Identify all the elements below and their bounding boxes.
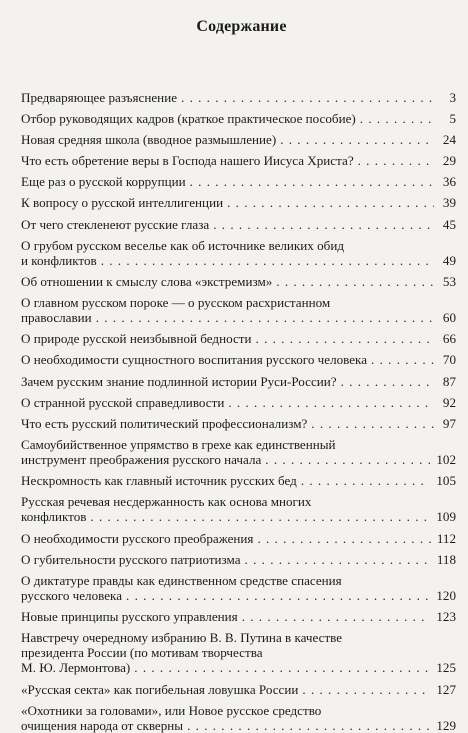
toc-entry-title: О природе русской неизбывной бедности bbox=[21, 331, 252, 347]
toc-entry-title-line: «Охотники за головами», или Новое русское средство bbox=[21, 702, 322, 718]
toc-page-number: 105 bbox=[436, 473, 456, 489]
toc-page-number: 60 bbox=[442, 310, 456, 326]
toc-entry-title: Нескромность как главный источник русских бед bbox=[21, 473, 297, 489]
dot-leader bbox=[311, 416, 434, 431]
toc-entry bbox=[21, 552, 456, 567]
toc-entry-title-line: Русская речевая несдержанность как основа многих bbox=[21, 494, 312, 510]
toc-entry-title: О необходимости русского преображения bbox=[21, 530, 254, 546]
toc-entry-title-line: президента России (по мотивам творчества bbox=[21, 645, 263, 661]
toc-entry-title: Еще раз о русской коррупции bbox=[21, 174, 186, 190]
toc-entry-title: Новые принципы русского управления bbox=[21, 608, 238, 624]
toc-page-number: 112 bbox=[436, 530, 456, 546]
dot-leader bbox=[257, 531, 430, 546]
toc-entry-title-line: М. Ю. Лермонтова) bbox=[21, 660, 131, 676]
toc-entry-title-line: конфликтов bbox=[21, 509, 87, 525]
toc-entry bbox=[21, 531, 456, 546]
toc-page-number: 102 bbox=[436, 452, 456, 468]
table-of-contents bbox=[21, 90, 456, 733]
toc-page-number: 129 bbox=[436, 717, 456, 733]
toc-entry bbox=[21, 174, 456, 189]
dot-leader bbox=[187, 718, 430, 733]
toc-entry-title-line: православии bbox=[21, 310, 92, 326]
toc-entry bbox=[21, 395, 456, 410]
toc-page-number: 125 bbox=[436, 660, 456, 676]
toc-entry-title-line: и конфликтов bbox=[21, 252, 97, 268]
toc-entry-last-line bbox=[21, 509, 456, 524]
toc-entry-title: Новая средняя школа (вводное размышление) bbox=[21, 132, 277, 148]
toc-entry-title: От чего стекленеют русские глаза bbox=[21, 216, 210, 232]
toc-page-number: 53 bbox=[442, 273, 456, 289]
toc-page-number: 70 bbox=[442, 352, 456, 368]
dot-leader bbox=[280, 132, 434, 147]
toc-entry-title: О губительности русского патриотизма bbox=[21, 551, 241, 567]
toc-entry bbox=[21, 374, 456, 389]
toc-entry bbox=[21, 682, 456, 697]
toc-page-number: 36 bbox=[442, 174, 456, 190]
toc-entry-title: Об отношении к смыслу слова «экстремизм» bbox=[21, 273, 273, 289]
dot-leader bbox=[358, 153, 434, 168]
toc-entry-last-line bbox=[21, 253, 456, 268]
toc-entry-title: К вопросу о русской интеллигенции bbox=[21, 195, 224, 211]
toc-entry-title-line: О диктатуре правды как единственном средстве спасения bbox=[21, 572, 342, 588]
toc-entry-title: О необходимости сущностного воспитания русского человека bbox=[21, 352, 368, 368]
dot-leader bbox=[245, 552, 431, 567]
toc-entry-title-line: О грубом русском веселье как об источнике великих обид bbox=[21, 237, 344, 253]
dot-leader bbox=[90, 509, 430, 524]
dot-leader bbox=[360, 111, 434, 126]
toc-entry bbox=[21, 195, 456, 210]
toc-entry bbox=[21, 132, 456, 147]
toc-page-number: 97 bbox=[442, 415, 456, 431]
toc-entry bbox=[21, 352, 456, 367]
toc-entry-title: Что есть русский политический профессионализм? bbox=[21, 415, 308, 431]
toc-entry-last-line bbox=[21, 718, 456, 733]
toc-page-number: 109 bbox=[436, 509, 456, 525]
toc-entry bbox=[21, 153, 456, 168]
toc-entry-last-line bbox=[21, 660, 456, 675]
dot-leader bbox=[341, 374, 434, 389]
toc-page-number: 87 bbox=[442, 373, 456, 389]
toc-entry-title-line: Самоубийственное упрямство в грехе как единственный bbox=[21, 436, 336, 452]
toc-page-number: 45 bbox=[442, 216, 456, 232]
dot-leader bbox=[228, 395, 434, 410]
toc-entry bbox=[21, 703, 456, 733]
toc-page-number: 127 bbox=[436, 681, 456, 697]
dot-leader bbox=[371, 352, 434, 367]
toc-entry-title-line: Навстречу очередному избранию В. В. Путина в качестве bbox=[21, 630, 343, 646]
toc-entry-title: «Русская секта» как погибельная ловушка России bbox=[21, 681, 299, 697]
toc-entry bbox=[21, 473, 456, 488]
dot-leader bbox=[265, 452, 430, 467]
toc-entry bbox=[21, 573, 456, 603]
toc-entry bbox=[21, 295, 456, 325]
toc-page-number: 5 bbox=[449, 111, 456, 127]
toc-page-number: 39 bbox=[442, 195, 456, 211]
toc-page-number: 49 bbox=[442, 252, 456, 268]
toc-entry bbox=[21, 111, 456, 126]
toc-entry bbox=[21, 630, 456, 676]
toc-entry-title: Предваряющее разъяснение bbox=[21, 90, 178, 105]
toc-entry-title-line: О главном русском пороке — о русском расхристанном bbox=[21, 295, 331, 311]
dot-leader bbox=[181, 90, 434, 105]
dot-leader bbox=[134, 661, 430, 676]
toc-entry bbox=[21, 437, 456, 467]
toc-entry bbox=[21, 609, 456, 624]
toc-entry bbox=[21, 416, 456, 431]
toc-entry-title-line: инструмент преображения русского начала bbox=[21, 452, 262, 468]
toc-entry bbox=[21, 90, 456, 105]
dot-leader bbox=[302, 682, 430, 697]
toc-page-number: 123 bbox=[436, 608, 456, 624]
toc-entry-title: О странной русской справедливости bbox=[21, 394, 225, 410]
dot-leader bbox=[227, 195, 434, 210]
toc-entry-title-line: очищения народа от скверны bbox=[21, 717, 184, 733]
toc-entry bbox=[21, 217, 456, 232]
toc-page-number: 66 bbox=[442, 331, 456, 347]
dot-leader bbox=[190, 174, 434, 189]
dot-leader bbox=[276, 274, 434, 289]
toc-entry-last-line bbox=[21, 452, 456, 467]
toc-entry-title: Что есть обретение веры в Господа нашего Иисуса Христа? bbox=[21, 153, 354, 169]
dot-leader bbox=[126, 588, 430, 603]
toc-entry-title: Зачем русским знание подлинной истории Руси-России? bbox=[21, 373, 337, 389]
dot-leader bbox=[256, 331, 434, 346]
dot-leader bbox=[96, 310, 434, 325]
dot-leader bbox=[242, 609, 431, 624]
toc-entry bbox=[21, 238, 456, 268]
page-title: Содержание bbox=[196, 18, 287, 35]
dot-leader bbox=[101, 253, 434, 268]
toc-entry-title: Отбор руководящих кадров (краткое практическое пособие) bbox=[21, 111, 356, 127]
dot-leader bbox=[213, 217, 434, 232]
toc-entry bbox=[21, 331, 456, 346]
toc-page-number: 24 bbox=[442, 132, 456, 148]
toc-entry bbox=[21, 274, 456, 289]
toc-entry-last-line bbox=[21, 588, 456, 603]
toc-entry-title-line: русского человека bbox=[21, 587, 123, 603]
toc-page-number: 118 bbox=[436, 551, 456, 567]
toc-page-number: 92 bbox=[442, 394, 456, 410]
toc-page-number: 29 bbox=[442, 153, 456, 169]
toc-entry bbox=[21, 494, 456, 524]
dot-leader bbox=[301, 473, 431, 488]
toc-page-number: 120 bbox=[436, 587, 456, 603]
toc-entry-last-line bbox=[21, 310, 456, 325]
toc-page-number: 3 bbox=[449, 90, 456, 105]
